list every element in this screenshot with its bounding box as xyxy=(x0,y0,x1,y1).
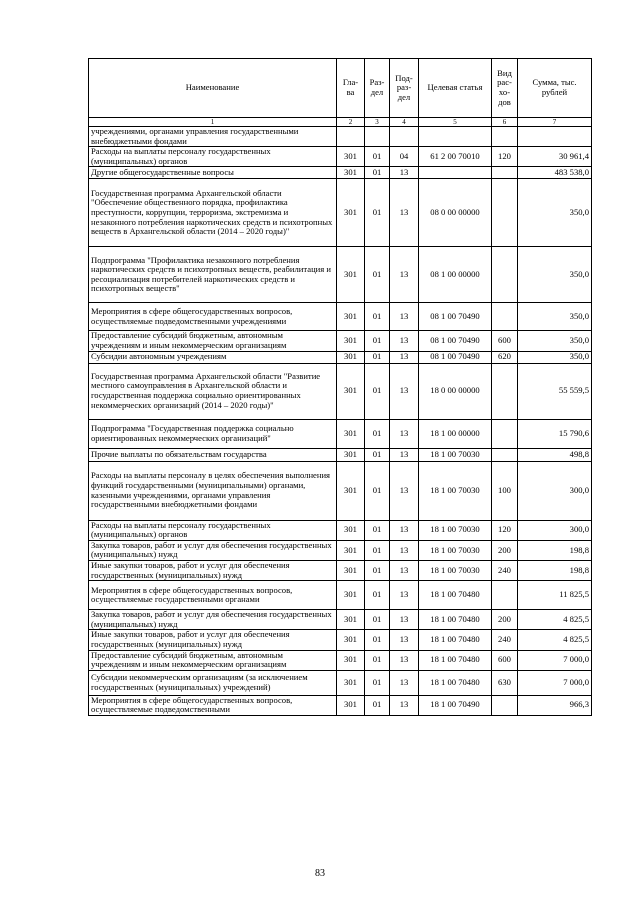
table-row xyxy=(89,167,592,179)
table-row xyxy=(89,179,592,247)
row-amount: 483 538,0 xyxy=(518,167,592,179)
row-subsection: 13 xyxy=(390,695,419,715)
row-expense-type: 120 xyxy=(492,147,518,167)
row-article: 18 1 00 70480 xyxy=(419,581,492,610)
row-name: Предоставление субсидий бюджетным, автономным учреждениям и иным некоммерческим организациям xyxy=(89,331,337,351)
row-subsection: 13 xyxy=(390,520,419,540)
row-amount: 55 559,5 xyxy=(518,363,592,419)
row-amount: 350,0 xyxy=(518,179,592,247)
row-expense-type xyxy=(492,419,518,448)
row-chapter: 301 xyxy=(337,650,365,670)
row-amount xyxy=(518,127,592,147)
column-number-row xyxy=(89,118,592,127)
row-chapter: 301 xyxy=(337,179,365,247)
budget-table xyxy=(88,58,592,716)
row-article: 18 1 00 70480 xyxy=(419,630,492,650)
row-subsection: 13 xyxy=(390,650,419,670)
row-article: 18 1 00 70030 xyxy=(419,461,492,520)
row-name: Мероприятия в сфере общегосударственных вопросов, осуществляемые государственными органами xyxy=(89,581,337,610)
row-name: Расходы на выплаты персоналу государственных (муниципальных) органов xyxy=(89,520,337,540)
row-chapter: 301 xyxy=(337,167,365,179)
header-article: Целевая статья xyxy=(419,59,492,118)
row-expense-type xyxy=(492,448,518,461)
row-chapter: 301 xyxy=(337,419,365,448)
row-section: 01 xyxy=(365,167,390,179)
row-section: 01 xyxy=(365,331,390,351)
row-amount: 198,8 xyxy=(518,560,592,580)
row-article: 18 1 00 70030 xyxy=(419,540,492,560)
row-section: 01 xyxy=(365,179,390,247)
row-chapter: 301 xyxy=(337,630,365,650)
row-chapter: 301 xyxy=(337,560,365,580)
table-row xyxy=(89,331,592,351)
header-amount: Сумма, тыс. рублей xyxy=(518,59,592,118)
row-amount: 350,0 xyxy=(518,303,592,331)
row-section: 01 xyxy=(365,695,390,715)
row-section: 01 xyxy=(365,448,390,461)
row-chapter: 301 xyxy=(337,448,365,461)
row-article: 18 1 00 70030 xyxy=(419,448,492,461)
row-subsection: 13 xyxy=(390,630,419,650)
row-article: 18 1 00 70030 xyxy=(419,560,492,580)
row-name: учреждениями, органами управления государственными внебюджетными фондами xyxy=(89,127,337,147)
row-name: Прочие выплаты по обязательствам государства xyxy=(89,448,337,461)
row-chapter: 301 xyxy=(337,520,365,540)
row-amount: 198,8 xyxy=(518,540,592,560)
row-chapter: 301 xyxy=(337,247,365,303)
row-expense-type: 200 xyxy=(492,540,518,560)
row-expense-type xyxy=(492,303,518,331)
header-section: Раз-дел xyxy=(365,59,390,118)
row-chapter xyxy=(337,127,365,147)
row-section: 01 xyxy=(365,419,390,448)
column-number: 3 xyxy=(365,118,390,127)
row-section: 01 xyxy=(365,147,390,167)
column-number: 6 xyxy=(492,118,518,127)
row-expense-type: 240 xyxy=(492,630,518,650)
row-amount: 4 825,5 xyxy=(518,630,592,650)
row-subsection: 13 xyxy=(390,610,419,630)
row-name: Субсидии автономным учреждениям xyxy=(89,351,337,363)
row-amount: 300,0 xyxy=(518,520,592,540)
row-article: 18 1 00 70480 xyxy=(419,650,492,670)
row-subsection: 13 xyxy=(390,670,419,695)
row-subsection: 13 xyxy=(390,461,419,520)
row-subsection: 13 xyxy=(390,540,419,560)
row-name: Субсидии некоммерческим организациям (за исключением государственных (муниципальных) учреждений) xyxy=(89,670,337,695)
row-amount: 7 000,0 xyxy=(518,670,592,695)
row-subsection: 13 xyxy=(390,331,419,351)
row-section: 01 xyxy=(365,247,390,303)
row-article: 08 1 00 70490 xyxy=(419,331,492,351)
column-number: 1 xyxy=(89,118,337,127)
row-article xyxy=(419,167,492,179)
row-expense-type xyxy=(492,247,518,303)
table-row xyxy=(89,127,592,147)
row-article: 08 0 00 00000 xyxy=(419,179,492,247)
table-row xyxy=(89,581,592,610)
row-name: Расходы на выплаты персоналу в целях обеспечения выполнения функций государственными (муниципальными) органами, казенными учреждениями, органами управления государственными внебюджетными фондами xyxy=(89,461,337,520)
row-amount: 300,0 xyxy=(518,461,592,520)
table-row xyxy=(89,560,592,580)
table-row xyxy=(89,303,592,331)
row-section xyxy=(365,127,390,147)
row-expense-type xyxy=(492,179,518,247)
row-name: Предоставление субсидий бюджетным, автономным учреждениям и иным некоммерческим организациям xyxy=(89,650,337,670)
header-name: Наименование xyxy=(89,59,337,118)
header-chapter: Гла-ва xyxy=(337,59,365,118)
row-expense-type: 200 xyxy=(492,610,518,630)
row-chapter: 301 xyxy=(337,610,365,630)
row-amount: 966,3 xyxy=(518,695,592,715)
row-article: 08 1 00 70490 xyxy=(419,351,492,363)
row-article: 08 1 00 70490 xyxy=(419,303,492,331)
row-amount: 15 790,6 xyxy=(518,419,592,448)
row-subsection: 13 xyxy=(390,167,419,179)
table-row xyxy=(89,650,592,670)
table-row xyxy=(89,695,592,715)
row-subsection: 13 xyxy=(390,179,419,247)
table-row xyxy=(89,419,592,448)
table-row xyxy=(89,520,592,540)
row-name: Расходы на выплаты персоналу государственных (муниципальных) органов xyxy=(89,147,337,167)
row-name: Государственная программа Архангельской области "Развитие местного самоуправления в Архангельской области и государственная поддержка социально ориентированных некоммерческих организаций (2014 – 2020 годы)" xyxy=(89,363,337,419)
table-body xyxy=(89,127,592,716)
row-chapter: 301 xyxy=(337,363,365,419)
row-chapter: 301 xyxy=(337,351,365,363)
header-subsection: Под-раз-дел xyxy=(390,59,419,118)
row-expense-type: 240 xyxy=(492,560,518,580)
table-row xyxy=(89,448,592,461)
row-subsection: 13 xyxy=(390,560,419,580)
row-article: 08 1 00 00000 xyxy=(419,247,492,303)
row-article: 18 1 00 70480 xyxy=(419,610,492,630)
row-expense-type xyxy=(492,127,518,147)
row-expense-type: 600 xyxy=(492,650,518,670)
header-expense-type: Вид рас-хо-дов xyxy=(492,59,518,118)
row-expense-type: 120 xyxy=(492,520,518,540)
row-amount: 350,0 xyxy=(518,247,592,303)
row-article: 61 2 00 70010 xyxy=(419,147,492,167)
row-section: 01 xyxy=(365,351,390,363)
table-row xyxy=(89,461,592,520)
row-subsection xyxy=(390,127,419,147)
row-expense-type xyxy=(492,581,518,610)
row-amount: 498,8 xyxy=(518,448,592,461)
row-chapter: 301 xyxy=(337,695,365,715)
row-name: Государственная программа Архангельской области "Обеспечение общественного порядка, профилактика преступности, коррупции, терроризма, экстремизма и незаконного потребления наркотических средств и психотропных веществ в Архангельской области (2014 – 2020 годы)" xyxy=(89,179,337,247)
table-header-row xyxy=(89,59,592,118)
row-subsection: 13 xyxy=(390,581,419,610)
row-chapter: 301 xyxy=(337,303,365,331)
row-section: 01 xyxy=(365,610,390,630)
page-number: 83 xyxy=(315,868,325,879)
column-number: 5 xyxy=(419,118,492,127)
column-number: 2 xyxy=(337,118,365,127)
row-section: 01 xyxy=(365,363,390,419)
row-article: 18 1 00 70030 xyxy=(419,520,492,540)
row-amount: 4 825,5 xyxy=(518,610,592,630)
row-section: 01 xyxy=(365,303,390,331)
column-number: 4 xyxy=(390,118,419,127)
row-section: 01 xyxy=(365,560,390,580)
row-subsection: 13 xyxy=(390,247,419,303)
row-subsection: 13 xyxy=(390,351,419,363)
row-name: Мероприятия в сфере общегосударственных вопросов, осуществляемые подведомственными xyxy=(89,695,337,715)
row-expense-type: 100 xyxy=(492,461,518,520)
row-name: Закупка товаров, работ и услуг для обеспечения государственных (муниципальных) нужд xyxy=(89,610,337,630)
row-section: 01 xyxy=(365,650,390,670)
row-subsection: 13 xyxy=(390,303,419,331)
row-article: 18 1 00 70490 xyxy=(419,695,492,715)
table-row xyxy=(89,610,592,630)
row-chapter: 301 xyxy=(337,331,365,351)
row-section: 01 xyxy=(365,581,390,610)
table-row xyxy=(89,147,592,167)
row-subsection: 13 xyxy=(390,448,419,461)
row-article: 18 0 00 00000 xyxy=(419,363,492,419)
table-row xyxy=(89,670,592,695)
row-subsection: 04 xyxy=(390,147,419,167)
column-number: 7 xyxy=(518,118,592,127)
row-expense-type: 600 xyxy=(492,331,518,351)
row-name: Подпрограмма "Профилактика незаконного потребления наркотических средств и психотропных веществ, реабилитация и ресоциализация потребителей наркотических средств и психотропных веществ" xyxy=(89,247,337,303)
row-subsection: 13 xyxy=(390,363,419,419)
row-expense-type xyxy=(492,167,518,179)
row-expense-type xyxy=(492,695,518,715)
row-amount: 30 961,4 xyxy=(518,147,592,167)
row-chapter: 301 xyxy=(337,581,365,610)
row-name: Другие общегосударственные вопросы xyxy=(89,167,337,179)
row-section: 01 xyxy=(365,461,390,520)
row-section: 01 xyxy=(365,540,390,560)
table-row xyxy=(89,247,592,303)
row-article: 18 1 00 00000 xyxy=(419,419,492,448)
row-name: Мероприятия в сфере общегосударственных вопросов, осуществляемые подведомственными учреждениями xyxy=(89,303,337,331)
row-expense-type: 630 xyxy=(492,670,518,695)
row-name: Иные закупки товаров, работ и услуг для обеспечения государственных (муниципальных) нужд xyxy=(89,630,337,650)
row-section: 01 xyxy=(365,520,390,540)
row-amount: 7 000,0 xyxy=(518,650,592,670)
row-section: 01 xyxy=(365,630,390,650)
row-expense-type: 620 xyxy=(492,351,518,363)
row-chapter: 301 xyxy=(337,670,365,695)
row-chapter: 301 xyxy=(337,461,365,520)
row-chapter: 301 xyxy=(337,147,365,167)
row-amount: 350,0 xyxy=(518,351,592,363)
table-row xyxy=(89,630,592,650)
table-row xyxy=(89,363,592,419)
row-amount: 11 825,5 xyxy=(518,581,592,610)
row-article xyxy=(419,127,492,147)
row-name: Иные закупки товаров, работ и услуг для обеспечения государственных (муниципальных) нужд xyxy=(89,560,337,580)
row-name: Закупка товаров, работ и услуг для обеспечения государственных (муниципальных) нужд xyxy=(89,540,337,560)
row-subsection: 13 xyxy=(390,419,419,448)
row-article: 18 1 00 70480 xyxy=(419,670,492,695)
table-row xyxy=(89,351,592,363)
row-name: Подпрограмма "Государственная поддержка социально ориентированных некоммерческих организаций" xyxy=(89,419,337,448)
table-row xyxy=(89,540,592,560)
row-chapter: 301 xyxy=(337,540,365,560)
row-expense-type xyxy=(492,363,518,419)
row-section: 01 xyxy=(365,670,390,695)
row-amount: 350,0 xyxy=(518,331,592,351)
